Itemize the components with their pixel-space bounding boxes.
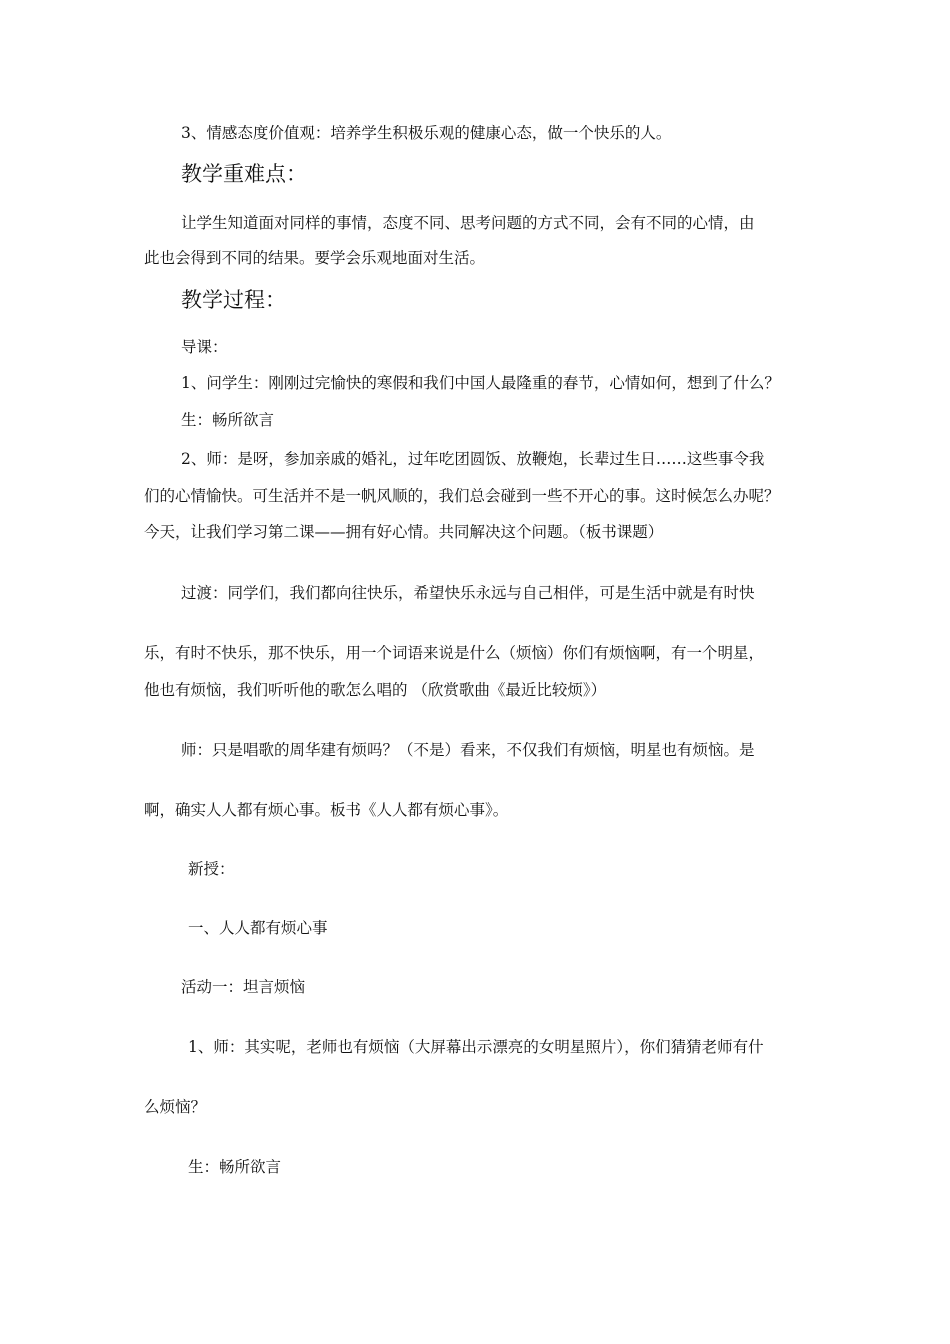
transition-line-1: 过渡：同学们，我们都向往快乐，希望快乐永远与自己相伴，可是生活中就是有时快	[181, 584, 755, 602]
activity-student-response: 生：畅所欲言	[188, 1158, 282, 1176]
section-one-title: 一、人人都有烦心事	[188, 919, 328, 937]
new-lesson-label: 新授：	[188, 860, 235, 878]
difficulties-text-line-2: 此也会得到不同的结果。要学会乐观地面对生活。	[144, 249, 486, 267]
objective-line-3: 3、情感态度价值观：培养学生积极乐观的健康心态，做一个快乐的人。	[181, 124, 672, 142]
teacher-text-line-3: 今天，让我们学习第二课——拥有好心情。共同解决这个问题。（板书课题）	[144, 523, 664, 541]
heading-key-difficulties: 教学重难点：	[181, 162, 307, 186]
teacher-note-line-1: 师：只是唱歌的周华建有烦吗？（不是）看来，不仅我们有烦恼，明星也有烦恼。是	[181, 741, 755, 759]
activity-teacher-line-1: 1、师：其实呢，老师也有烦恼（大屏幕出示漂亮的女明星照片），你们猜猜老师有什	[188, 1038, 764, 1056]
transition-line-2: 乐，有时不快乐，那不快乐，用一个词语来说是什么（烦恼）你们有烦恼啊，有一个明星，	[144, 644, 765, 662]
teacher-note-line-2: 啊，确实人人都有烦心事。板书《人人都有烦心事》。	[144, 801, 509, 819]
teacher-text-line-2: 们的心情愉快。可生活并不是一帆风顺的，我们总会碰到一些不开心的事。这时候怎么办呢？	[144, 487, 780, 505]
heading-teaching-process: 教学过程：	[181, 288, 286, 312]
student-response-line: 生：畅所欲言	[181, 411, 275, 429]
teacher-text-line-1: 2、师：是呀，参加亲戚的婚礼，过年吃团圆饭、放鞭炮，长辈过生日……这些事令我	[181, 450, 765, 468]
activity-one-title: 活动一：坦言烦恼	[181, 978, 306, 996]
intro-question-line: 1、问学生：刚刚过完愉快的寒假和我们中国人最隆重的春节，心情如何，想到了什么？	[181, 374, 780, 392]
intro-label: 导课：	[181, 338, 228, 356]
difficulties-text-line-1: 让学生知道面对同样的事情，态度不同、思考问题的方式不同，会有不同的心情，由	[181, 214, 755, 232]
activity-teacher-line-2: 么烦恼？	[144, 1098, 207, 1116]
transition-line-3: 他也有烦恼，我们听听他的歌怎么唱的 （欣赏歌曲《最近比较烦》）	[144, 681, 607, 699]
